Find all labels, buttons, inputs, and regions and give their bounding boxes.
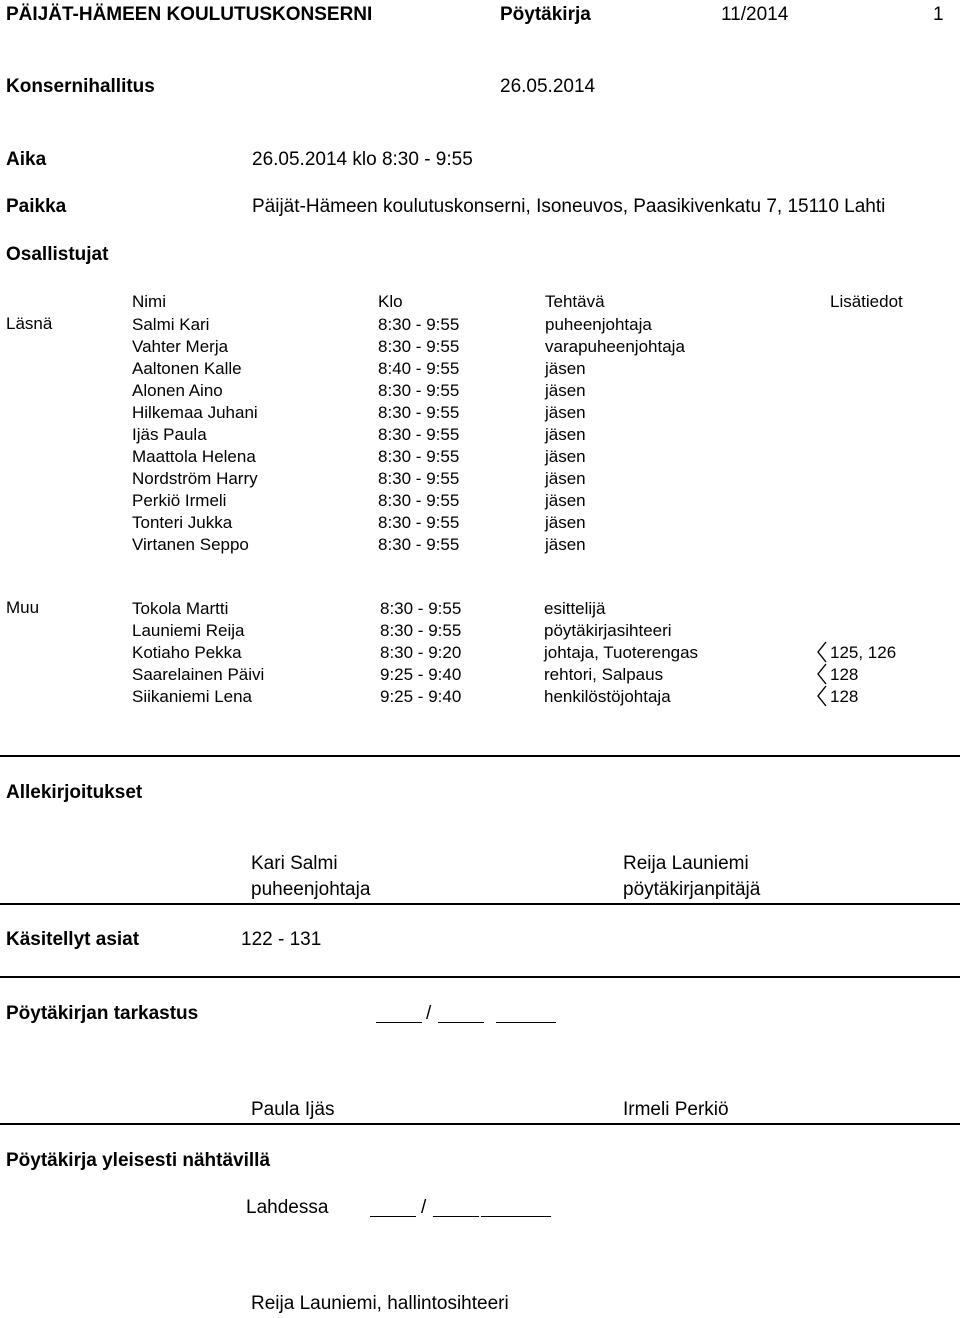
table-row (132, 664, 896, 686)
other-time: 8:30 - 9:20 (380, 643, 462, 662)
other-info: 128 (830, 687, 859, 706)
member-time: 8:30 - 9:55 (378, 491, 460, 510)
table-row (132, 446, 685, 468)
other-info: 125, 126 (830, 643, 897, 662)
member-name: Salmi Kari (132, 315, 210, 334)
member-time: 8:30 - 9:55 (378, 535, 460, 554)
member-time: 8:30 - 9:55 (378, 513, 460, 532)
member-name: Virtanen Seppo (132, 535, 249, 554)
member-time: 8:30 - 9:55 (378, 469, 460, 488)
member-name: Ijäs Paula (132, 425, 207, 444)
section-divider (0, 755, 960, 757)
member-role: jäsen (545, 403, 586, 422)
review-date-blank (376, 1022, 422, 1023)
document-type: Pöytäkirja (500, 4, 591, 25)
review-label: Pöytäkirjan tarkastus (6, 1003, 199, 1024)
other-name: Kotiaho Pekka (132, 643, 242, 662)
member-name: Nordström Harry (132, 469, 258, 488)
member-role: jäsen (545, 359, 586, 378)
column-header-info: Lisätiedot (830, 292, 903, 311)
other-name: Saarelainen Päivi (132, 665, 265, 684)
public-place: Lahdessa (246, 1197, 329, 1218)
table-row (132, 620, 896, 642)
public-date-slash: / (421, 1197, 427, 1218)
column-header-role: Tehtävä (545, 292, 605, 311)
table-row (132, 598, 896, 620)
secretary-name: Reija Launiemi (623, 853, 749, 874)
other-info: 128 (830, 665, 859, 684)
member-time: 8:30 - 9:55 (378, 315, 460, 334)
section-divider (0, 903, 960, 905)
items-value: 122 - 131 (241, 929, 322, 950)
other-name: Tokola Martti (132, 599, 229, 618)
reviewer-2-name: Irmeli Perkiö (623, 1099, 729, 1120)
column-header-time: Klo (378, 292, 403, 311)
member-role: jäsen (545, 425, 586, 444)
place-label: Paikka (6, 196, 67, 217)
member-role: jäsen (545, 535, 586, 554)
other-name: Launiemi Reija (132, 621, 245, 640)
other-info (830, 620, 896, 642)
other-attendees-table (132, 598, 896, 708)
table-row (132, 686, 896, 708)
review-date-slash: / (426, 1003, 432, 1024)
secretary-role: pöytäkirjanpitäjä (623, 879, 761, 900)
brace-icon (810, 641, 828, 663)
member-role: jäsen (545, 447, 586, 466)
public-label: Pöytäkirja yleisesti nähtävillä (6, 1150, 271, 1171)
table-row (132, 424, 685, 446)
other-info (830, 598, 896, 620)
member-role: varapuheenjohtaja (545, 337, 685, 356)
chair-name: Kari Salmi (251, 853, 338, 874)
table-row (132, 642, 896, 664)
table-row (132, 336, 685, 358)
member-role: jäsen (545, 381, 586, 400)
member-role: jäsen (545, 491, 586, 510)
member-name: Vahter Merja (132, 337, 229, 356)
other-role: rehtori, Salpaus (544, 665, 664, 684)
brace-icon (810, 685, 828, 707)
reviewer-1-name: Paula Ijäs (251, 1099, 335, 1120)
member-name: Tonteri Jukka (132, 513, 233, 532)
present-label: Läsnä (6, 314, 53, 333)
place-value: Päijät-Hämeen koulutuskonserni, Isoneuvos, Paasikivenkatu 7, 15110 Lahti (252, 196, 886, 217)
attendees-label: Osallistujat (6, 244, 109, 265)
other-role: pöytäkirjasihteeri (544, 621, 672, 640)
other-label: Muu (6, 598, 40, 617)
brace-icon (810, 663, 828, 685)
table-row (132, 380, 685, 402)
member-name: Maattola Helena (132, 447, 256, 466)
public-signer: Reija Launiemi, hallintosihteeri (251, 1293, 509, 1314)
chair-role: puheenjohtaja (251, 879, 371, 900)
table-row (132, 402, 685, 424)
review-date-blank (496, 1022, 556, 1023)
public-date-blank (370, 1216, 416, 1217)
member-role: jäsen (545, 513, 586, 532)
document-number: 11/2014 (721, 4, 789, 25)
table-row (132, 314, 685, 336)
section-divider (0, 1123, 960, 1125)
member-name: Hilkemaa Juhani (132, 403, 258, 422)
other-name: Siikaniemi Lena (132, 687, 253, 706)
member-name: Alonen Aino (132, 381, 223, 400)
time-label: Aika (6, 149, 47, 170)
member-role: jäsen (545, 469, 586, 488)
member-name: Perkiö Irmeli (132, 491, 227, 510)
table-row (132, 468, 685, 490)
member-name: Aaltonen Kalle (132, 359, 242, 378)
other-time: 9:25 - 9:40 (380, 665, 462, 684)
other-role: esittelijä (544, 599, 606, 618)
signatures-title: Allekirjoitukset (6, 782, 143, 803)
column-header-name: Nimi (132, 292, 166, 311)
table-row (132, 512, 685, 534)
organization-name: PÄIJÄT-HÄMEEN KOULUTUSKONSERNI (6, 4, 373, 25)
public-date-blank (481, 1216, 551, 1217)
member-time: 8:30 - 9:55 (378, 381, 460, 400)
items-label: Käsitellyt asiat (6, 929, 140, 950)
other-time: 8:30 - 9:55 (380, 621, 462, 640)
member-time: 8:40 - 9:55 (378, 359, 460, 378)
header-date: 26.05.2014 (500, 76, 596, 97)
review-date-blank (438, 1022, 484, 1023)
member-time: 8:30 - 9:55 (378, 337, 460, 356)
table-row (132, 490, 685, 512)
other-time: 8:30 - 9:55 (380, 599, 462, 618)
section-divider (0, 976, 960, 978)
table-row (132, 358, 685, 380)
table-row (132, 534, 685, 556)
member-time: 8:30 - 9:55 (378, 425, 460, 444)
member-role: puheenjohtaja (545, 315, 652, 334)
other-role: henkilöstöjohtaja (544, 687, 671, 706)
time-value: 26.05.2014 klo 8:30 - 9:55 (252, 149, 473, 170)
public-date-blank (433, 1216, 479, 1217)
page-number: 1 (933, 4, 944, 25)
other-role: johtaja, Tuoterengas (544, 643, 699, 662)
governing-body: Konsernihallitus (6, 76, 155, 97)
member-time: 8:30 - 9:55 (378, 447, 460, 466)
other-time: 9:25 - 9:40 (380, 687, 462, 706)
present-members-table (132, 314, 685, 556)
member-time: 8:30 - 9:55 (378, 403, 460, 422)
